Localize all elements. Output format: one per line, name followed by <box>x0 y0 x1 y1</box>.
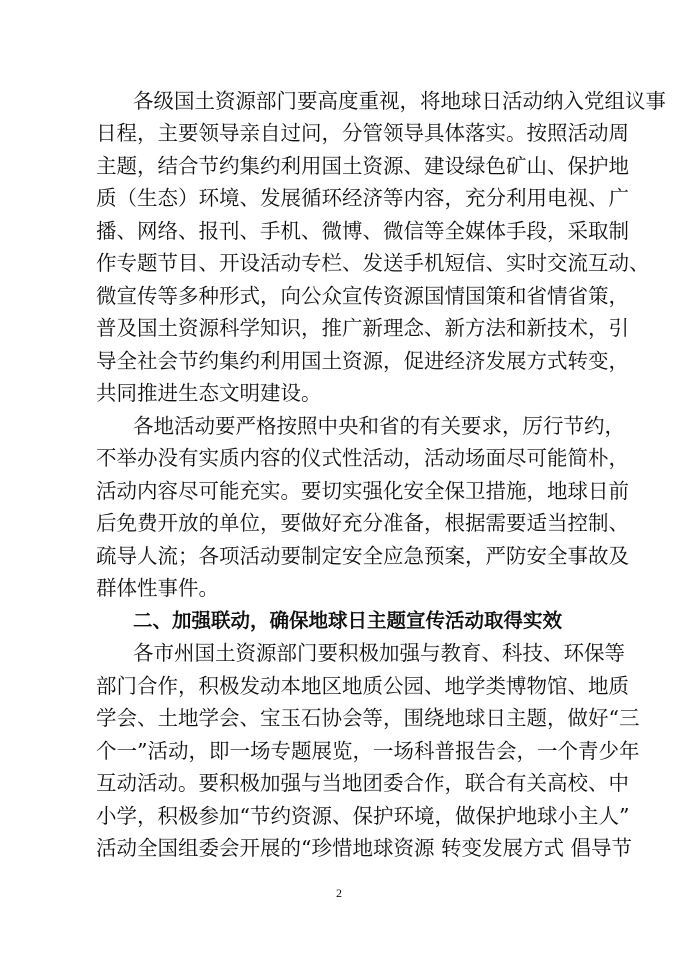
paragraph-1-line-1: 各级国土资源部门要高度重视，将地球日活动纳入党组议事 <box>133 89 666 113</box>
paragraph-1-line-3: 主题，结合节约集约利用国土资源、建设绿色矿山、保护地 <box>96 154 629 178</box>
paragraph-3-line-7: 活动全国组委会开展的“珍惜地球资源 转变发展方式 倡导节 <box>96 836 633 860</box>
paragraph-3-line-4: 个一”活动，即一场专题展览，一场科普报告会，一个青少年 <box>96 739 640 763</box>
paragraph-3-line-2: 部门合作，积极发动本地区地质公园、地学类博物馆、地质 <box>96 674 629 698</box>
paragraph-3-line-1: 各市州国土资源部门要积极加强与教育、科技、环保等 <box>133 641 625 665</box>
paragraph-1-line-2: 日程，主要领导亲自过问，分管领导具体落实。按照活动周 <box>96 121 629 145</box>
paragraph-1-line-4: 质（生态）环境、发展循环经济等内容，充分利用电视、广 <box>96 186 629 210</box>
paragraph-2-line-4: 后免费开放的单位，要做好充分准备，根据需要适当控制、 <box>96 511 629 535</box>
section-heading: 二、加强联动，确保地球日主题宣传活动取得实效 <box>133 609 563 632</box>
paragraph-1-line-5: 播、网络、报刊、手机、微博、微信等全媒体手段，采取制 <box>96 219 629 243</box>
paragraph-1-line-8: 普及国土资源科学知识，推广新理念、新方法和新技术，引 <box>96 316 629 340</box>
paragraph-3-line-5: 互动活动。要积极加强与当地团委合作，联合有关高校、中 <box>96 771 629 795</box>
paragraph-1-line-7: 微宣传等多种形式，向公众宣传资源国情国策和省情省策， <box>96 284 629 308</box>
paragraph-3-line-3: 学会、土地学会、宝玉石协会等，围绕地球日主题，做好“三 <box>96 706 640 730</box>
paragraph-1-line-10: 共同推进生态文明建设。 <box>96 381 322 405</box>
page-number: 2 <box>336 886 342 900</box>
paragraph-2-line-1: 各地活动要严格按照中央和省的有关要求，厉行节约， <box>133 414 625 438</box>
paragraph-1-line-9: 导全社会节约集约利用国土资源，促进经济发展方式转变， <box>96 349 629 373</box>
paragraph-2-line-6: 群体性事件。 <box>96 576 219 600</box>
paragraph-2-line-5: 疏导人流；各项活动要制定安全应急预案，严防安全事故及 <box>96 544 629 568</box>
paragraph-3-line-6: 小学，积极参加“节约资源、保护环境，做保护地球小主人” <box>96 804 630 828</box>
paragraph-1-line-6: 作专题节目、开设活动专栏、发送手机短信、实时交流互动、 <box>96 251 650 275</box>
paragraph-2-line-2: 不举办没有实质内容的仪式性活动，活动场面尽可能简朴， <box>96 446 629 470</box>
paragraph-2-line-3: 活动内容尽可能充实。要切实强化安全保卫措施，地球日前 <box>96 479 629 503</box>
